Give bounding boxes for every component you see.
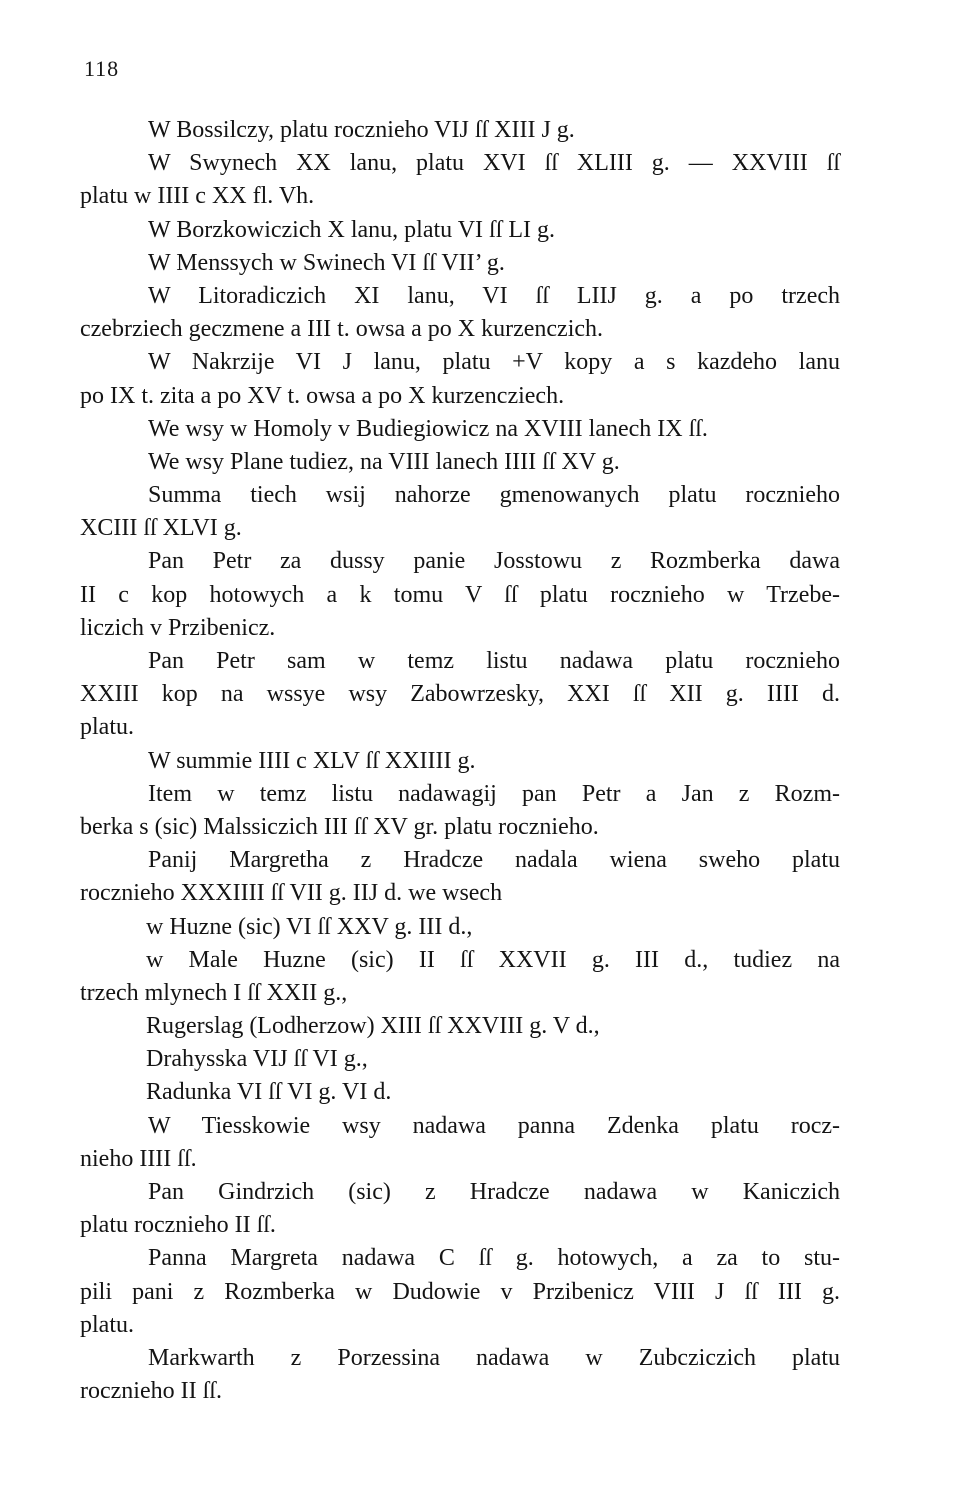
text-line: czebrziech geczmene a III t. owsa a po X kurzenczich. <box>80 316 604 343</box>
text-line: W Swynech XX lanu, platu XVI ſſ XLIII g. — XXVIII ſſ <box>148 150 840 177</box>
text-line: platu w IIII c XX fl. Vh. <box>80 183 315 210</box>
text-line: W Litoradiczich XI lanu, VI ſſ LIIJ g. a po trzech <box>148 282 840 309</box>
text-line: W Nakrzije VI J lanu, platu +V kopy a s kazdeho lanu <box>148 349 840 376</box>
body-text <box>80 114 840 1408</box>
text-line: rocznieho XXXIIII ſſ VII g. IIJ d. we wsech <box>80 880 503 907</box>
text-line: pili pani z Rozmberka w Dudowie v Przibenicz VIII J ſſ III g. <box>80 1278 840 1305</box>
text-line: Pan Petr za dussy panie Josstowu z Rozmberka dawa <box>148 548 840 575</box>
page-number: 118 <box>84 56 120 81</box>
text-line: platu. <box>80 714 134 741</box>
text-line: Pan Gindrzich (sic) z Hradcze nadawa w Kaniczich <box>148 1179 840 1205</box>
text-line: W Menssych w Swinech VI ſſ VII’ g. <box>148 249 505 276</box>
text-line: W Tiesskowie wsy nadawa panna Zdenka platu rocz- <box>148 1112 840 1139</box>
text-line: Item w temz listu nadawagij pan Petr a Jan z Rozm- <box>148 780 840 807</box>
text-line: Rugerslag (Lodherzow) XIII ſſ XXVIII g. V d., <box>146 1013 600 1040</box>
text-line: trzech mlynech I ſſ XXII g., <box>80 979 348 1006</box>
text-line: Summa tiech wsij nahorze gmenowanych platu rocznieho <box>148 482 840 509</box>
text-line: nieho IIII ſſ. <box>80 1145 197 1172</box>
text-line: Panij Margretha z Hradcze nadala wiena sweho platu <box>148 847 840 874</box>
text-line: po IX t. zita a po XV t. owsa a po X kurzencziech. <box>80 382 565 409</box>
text-line: platu rocznieho II ſſ. <box>80 1212 276 1239</box>
text-line: XCIII ſſ XLVI g. <box>80 515 242 542</box>
text-line: Panna Margreta nadawa C ſſ g. hotowych, a za to stu- <box>148 1245 840 1272</box>
text-line: Drahysska VIJ ſſ VI g., <box>146 1046 368 1073</box>
text-line: We wsy w Homoly v Budiegiowicz na XVIII lanech IX ſſ. <box>148 415 708 442</box>
text-line: w Male Huzne (sic) II ſſ XXVII g. III d., tudiez na <box>146 946 840 973</box>
text-line: platu. <box>80 1311 134 1338</box>
text-line: liczich v Przibenicz. <box>80 614 276 641</box>
text-line: berka s (sic) Malssiczich III ſſ XV gr. platu rocznieho. <box>80 813 599 840</box>
text-line: rocznieho II ſſ. <box>80 1378 222 1405</box>
text-line: W summie IIII c XLV ſſ XXIIII g. <box>148 747 476 774</box>
text-line: Radunka VI ſſ VI g. VI d. <box>146 1079 392 1106</box>
text-line: XXIII kop na wssye wsy Zabowrzesky, XXI ſſ XII g. IIII d. <box>80 681 840 708</box>
text-line: Markwarth z Porzessina nadawa w Zubcziczich platu <box>148 1344 840 1371</box>
text-line: w Huzne (sic) VI ſſ XXV g. III d., <box>146 913 473 940</box>
text-line: W Borzkowiczich X lanu, platu VI ſſ LI g. <box>148 216 556 243</box>
text-line: II c kop hotowych a k tomu V ſſ platu rocznieho w Trzebe- <box>80 581 840 608</box>
text-line: Pan Petr sam w temz listu nadawa platu rocznieho <box>148 648 840 674</box>
text-line: We wsy Plane tudiez, na VIII lanech IIII ſſ XV g. <box>148 448 620 475</box>
text-line: W Bossilczy, platu rocznieho VIJ ſſ XIII J g. <box>148 117 575 143</box>
